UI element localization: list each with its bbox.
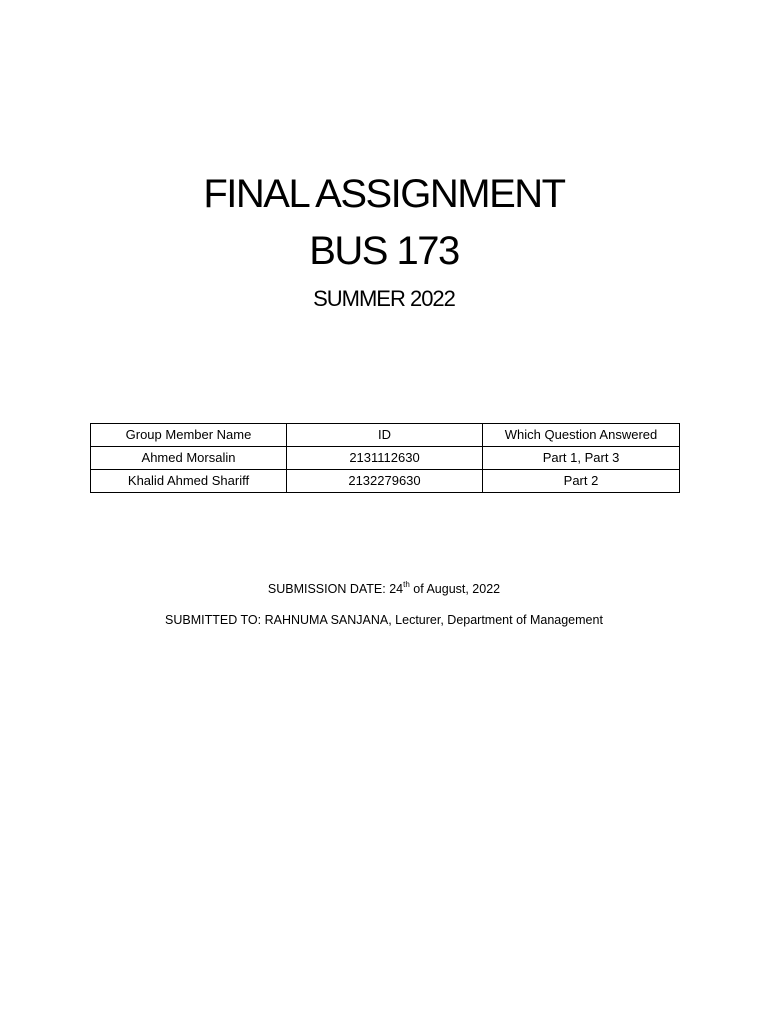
group-members-table bbox=[90, 423, 680, 493]
table-row bbox=[91, 447, 680, 470]
title-block bbox=[0, 168, 768, 314]
submission-date-label: SUBMISSION DATE: 24 bbox=[267, 582, 404, 596]
header-member-name: Group Member Name bbox=[91, 424, 287, 447]
question-answered-cell: Part 2 bbox=[483, 470, 680, 493]
course-code: BUS 173 bbox=[309, 229, 459, 273]
member-name-cell: Ahmed Morsalin bbox=[91, 447, 287, 470]
question-answered-cell: Part 1, Part 3 bbox=[483, 447, 680, 470]
member-id-cell: 2132279630 bbox=[287, 470, 483, 493]
table-header-row bbox=[91, 424, 680, 447]
document-title: FINAL ASSIGNMENT bbox=[203, 172, 565, 216]
member-name-cell: Khalid Ahmed Shariff bbox=[91, 470, 287, 493]
member-id-cell: 2131112630 bbox=[287, 447, 483, 470]
submission-date-rest: of August, 2022 bbox=[409, 582, 501, 596]
table-row bbox=[91, 470, 680, 493]
submitted-to: SUBMITTED TO: RAHNUMA SANJANA, Lecturer, Department of Management bbox=[165, 613, 603, 627]
date-ordinal-suffix: th bbox=[403, 580, 410, 589]
term-subtitle: SUMMER 2022 bbox=[313, 286, 455, 311]
header-id: ID bbox=[287, 424, 483, 447]
submission-date bbox=[0, 582, 768, 596]
header-question-answered: Which Question Answered bbox=[483, 424, 680, 447]
